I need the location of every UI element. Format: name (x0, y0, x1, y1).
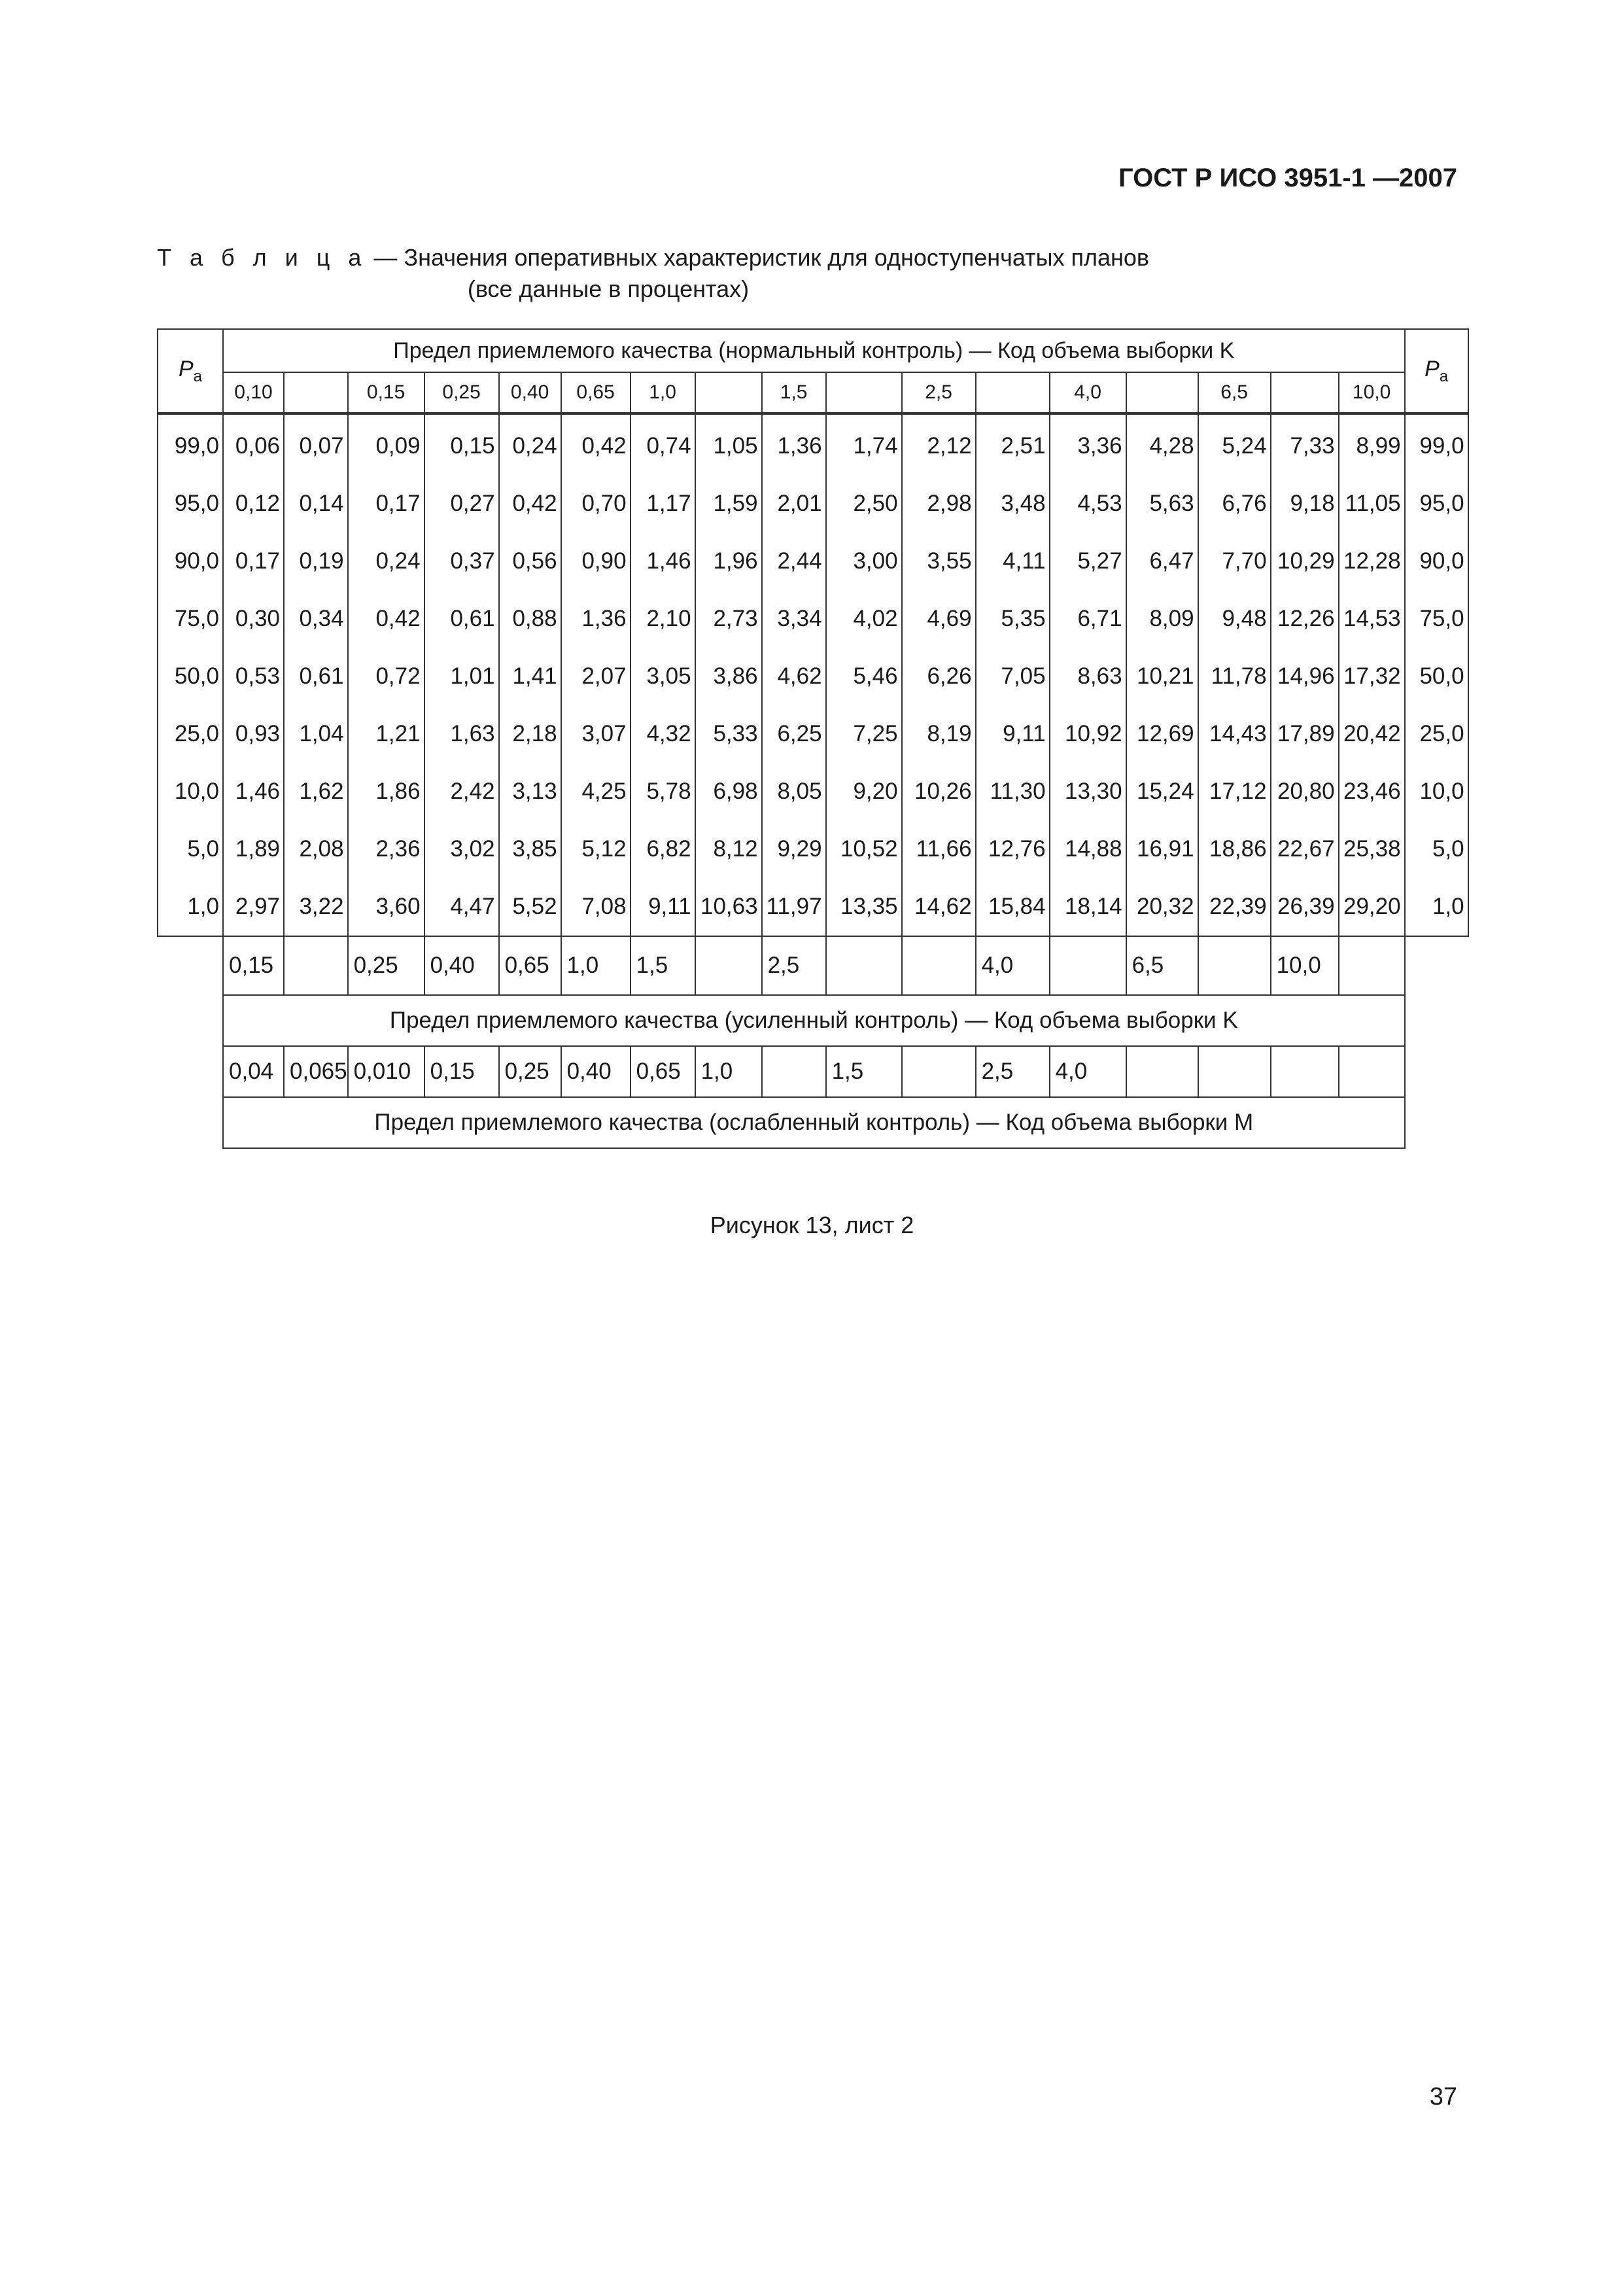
reduced-aql-cell: 0,15 (424, 1046, 499, 1097)
normal-aql-cell: 1,0 (631, 372, 695, 413)
table-cell: 4,28 (1126, 413, 1198, 475)
pa-value-right: 25,0 (1405, 705, 1468, 763)
table-cell: 1,96 (695, 533, 762, 590)
table-caption (157, 242, 1150, 305)
table-cell: 6,26 (902, 648, 976, 705)
normal-aql-cell: 1,5 (762, 372, 826, 413)
table-cell: 2,50 (826, 475, 902, 533)
table-cell: 0,24 (499, 413, 561, 475)
table-cell: 9,11 (976, 705, 1050, 763)
table-cell: 3,36 (1050, 413, 1126, 475)
table-cell: 0,90 (561, 533, 631, 590)
tightened-aql-cell (695, 936, 762, 995)
pa-subscript: a (193, 367, 203, 385)
table-cell: 23,46 (1339, 763, 1405, 820)
table-cell: 0,93 (223, 705, 284, 763)
table-cell: 2,97 (223, 878, 284, 936)
table-cell: 10,29 (1271, 533, 1339, 590)
table-cell: 16,91 (1126, 820, 1198, 878)
pa-label: P (178, 356, 194, 381)
tightened-aql-cell (826, 936, 902, 995)
table-cell: 20,80 (1271, 763, 1339, 820)
table-cell: 18,14 (1050, 878, 1126, 936)
table-cell: 5,24 (1198, 413, 1271, 475)
blank-cell (158, 995, 223, 1046)
reduced-aql-cell: 4,0 (1050, 1046, 1126, 1097)
table-cell: 0,61 (284, 648, 348, 705)
pa-value-left: 1,0 (158, 878, 223, 936)
table-cell: 26,39 (1271, 878, 1339, 936)
table-cell: 5,12 (561, 820, 631, 878)
reduced-aql-cell (1339, 1046, 1405, 1097)
table-cell: 0,17 (348, 475, 424, 533)
table-cell: 0,34 (284, 590, 348, 648)
table-cell: 17,32 (1339, 648, 1405, 705)
table-row (158, 475, 1468, 533)
tightened-aql-cell: 0,65 (499, 936, 561, 995)
table-cell: 4,53 (1050, 475, 1126, 533)
table-cell: 13,30 (1050, 763, 1126, 820)
table-cell: 11,05 (1339, 475, 1405, 533)
table-cell: 0,56 (499, 533, 561, 590)
reduced-aql-cell: 2,5 (976, 1046, 1050, 1097)
normal-aql-cell (1126, 372, 1198, 413)
pa-header-left (158, 329, 223, 413)
table-cell: 8,99 (1339, 413, 1405, 475)
table-cell: 5,33 (695, 705, 762, 763)
table-cell: 5,35 (976, 590, 1050, 648)
blank-cell (158, 1046, 223, 1097)
normal-aql-cell: 6,5 (1198, 372, 1271, 413)
normal-aql-cell: 0,65 (561, 372, 631, 413)
table-cell: 3,85 (499, 820, 561, 878)
normal-aql-cell (695, 372, 762, 413)
reduced-aql-cell: 0,065 (284, 1046, 348, 1097)
tightened-aql-cell: 10,0 (1271, 936, 1339, 995)
reduced-aql-cell: 1,0 (695, 1046, 762, 1097)
tightened-aql-cell: 0,25 (348, 936, 424, 995)
table-cell: 7,70 (1198, 533, 1271, 590)
table-cell: 10,92 (1050, 705, 1126, 763)
table-cell: 6,71 (1050, 590, 1126, 648)
table-cell: 2,44 (762, 533, 826, 590)
table-cell: 3,07 (561, 705, 631, 763)
table-cell: 7,05 (976, 648, 1050, 705)
table-cell: 4,62 (762, 648, 826, 705)
table-cell: 3,13 (499, 763, 561, 820)
table-cell: 8,05 (762, 763, 826, 820)
table-cell: 4,11 (976, 533, 1050, 590)
table-cell: 0,53 (223, 648, 284, 705)
table-cell: 6,47 (1126, 533, 1198, 590)
table-cell: 0,74 (631, 413, 695, 475)
table-cell: 17,12 (1198, 763, 1271, 820)
table-cell: 2,08 (284, 820, 348, 878)
table-cell: 0,37 (424, 533, 499, 590)
blank-cell (1405, 936, 1468, 995)
table-cell: 20,32 (1126, 878, 1198, 936)
table-cell: 0,09 (348, 413, 424, 475)
table-cell: 5,78 (631, 763, 695, 820)
pa-header-right (1405, 329, 1468, 413)
blank-cell (158, 936, 223, 995)
table-cell: 9,20 (826, 763, 902, 820)
pa-value-left: 99,0 (158, 413, 223, 475)
table-cell: 3,02 (424, 820, 499, 878)
pa-value-left: 90,0 (158, 533, 223, 590)
table-cell: 0,42 (561, 413, 631, 475)
table-cell: 12,69 (1126, 705, 1198, 763)
tightened-aql-cell: 1,5 (631, 936, 695, 995)
caption-line-2: (все данные в процентах) (467, 275, 750, 302)
pa-value-right: 99,0 (1405, 413, 1468, 475)
table-row (158, 590, 1468, 648)
reduced-aql-cell: 0,25 (499, 1046, 561, 1097)
table-cell: 4,47 (424, 878, 499, 936)
table-cell: 0,88 (499, 590, 561, 648)
table-cell: 10,21 (1126, 648, 1198, 705)
pa-subscript: a (1439, 367, 1449, 385)
table-row (158, 763, 1468, 820)
table-cell: 4,32 (631, 705, 695, 763)
table-cell: 4,69 (902, 590, 976, 648)
table-cell: 10,63 (695, 878, 762, 936)
table-cell: 3,34 (762, 590, 826, 648)
pa-value-right: 50,0 (1405, 648, 1468, 705)
reduced-aql-cell: 0,010 (348, 1046, 424, 1097)
tightened-aql-cell: 1,0 (561, 936, 631, 995)
table-cell: 1,46 (631, 533, 695, 590)
reduced-inspection-title: Предел приемлемого качества (ослабленный контроль) — Код объема выборки M (223, 1097, 1405, 1148)
table-row (158, 533, 1468, 590)
table-row (158, 878, 1468, 936)
table-cell: 2,10 (631, 590, 695, 648)
table-cell: 9,18 (1271, 475, 1339, 533)
table-cell: 3,05 (631, 648, 695, 705)
table-cell: 18,86 (1198, 820, 1271, 878)
table-cell: 2,18 (499, 705, 561, 763)
tightened-aql-cell (1339, 936, 1405, 995)
document-code: ГОСТ Р ИСО 3951-1 —2007 (1118, 164, 1457, 192)
pa-value-left: 95,0 (158, 475, 223, 533)
table-cell: 14,88 (1050, 820, 1126, 878)
table-cell: 25,38 (1339, 820, 1405, 878)
table-cell: 11,78 (1198, 648, 1271, 705)
pa-value-left: 50,0 (158, 648, 223, 705)
table-cell: 7,08 (561, 878, 631, 936)
reduced-aql-cell: 0,40 (561, 1046, 631, 1097)
table-row (158, 648, 1468, 705)
table-row (158, 705, 1468, 763)
blank-cell (1405, 1046, 1468, 1097)
table-cell: 2,98 (902, 475, 976, 533)
table-cell: 0,42 (348, 590, 424, 648)
caption-line-1: — Значения оперативных характеристик для одноступенчатых планов (367, 244, 1150, 271)
blank-cell (158, 1097, 223, 1148)
table-cell: 1,01 (424, 648, 499, 705)
table-cell: 1,86 (348, 763, 424, 820)
tightened-aql-cell (1050, 936, 1126, 995)
table-cell: 29,20 (1339, 878, 1405, 936)
table-cell: 8,19 (902, 705, 976, 763)
table-cell: 0,27 (424, 475, 499, 533)
tightened-inspection-title: Предел приемлемого качества (усиленный контроль) — Код объема выборки K (223, 995, 1405, 1046)
table-cell: 3,55 (902, 533, 976, 590)
table-cell: 14,53 (1339, 590, 1405, 648)
table-cell: 1,05 (695, 413, 762, 475)
table-cell: 2,36 (348, 820, 424, 878)
table-cell: 0,06 (223, 413, 284, 475)
tightened-aql-cell (284, 936, 348, 995)
normal-aql-cell: 0,25 (424, 372, 499, 413)
normal-aql-cell: 0,10 (223, 372, 284, 413)
table-cell: 2,01 (762, 475, 826, 533)
tightened-aql-cell: 2,5 (762, 936, 826, 995)
reduced-aql-cell: 0,65 (631, 1046, 695, 1097)
table-cell: 5,27 (1050, 533, 1126, 590)
tightened-aql-cell (902, 936, 976, 995)
table-cell: 10,26 (902, 763, 976, 820)
table-cell: 3,86 (695, 648, 762, 705)
table-cell: 1,36 (561, 590, 631, 648)
table-row (158, 820, 1468, 878)
table-cell: 12,76 (976, 820, 1050, 878)
table-cell: 11,66 (902, 820, 976, 878)
table-cell: 1,04 (284, 705, 348, 763)
table-cell: 2,73 (695, 590, 762, 648)
pa-value-right: 90,0 (1405, 533, 1468, 590)
normal-aql-cell: 2,5 (902, 372, 976, 413)
table-cell: 1,63 (424, 705, 499, 763)
oc-values-table (157, 328, 1469, 1149)
table-cell: 14,96 (1271, 648, 1339, 705)
table-cell: 3,22 (284, 878, 348, 936)
pa-value-right: 10,0 (1405, 763, 1468, 820)
table-cell: 12,28 (1339, 533, 1405, 590)
tightened-aql-cell: 0,40 (424, 936, 499, 995)
table-cell: 0,19 (284, 533, 348, 590)
tightened-aql-cell: 6,5 (1126, 936, 1198, 995)
table-cell: 0,61 (424, 590, 499, 648)
table-cell: 5,46 (826, 648, 902, 705)
normal-aql-cell: 10,0 (1339, 372, 1405, 413)
pa-value-left: 5,0 (158, 820, 223, 878)
reduced-aql-cell (1126, 1046, 1198, 1097)
table-cell: 2,51 (976, 413, 1050, 475)
table-cell: 22,67 (1271, 820, 1339, 878)
table-cell: 1,17 (631, 475, 695, 533)
table-cell: 1,62 (284, 763, 348, 820)
table-cell: 5,52 (499, 878, 561, 936)
normal-aql-cell: 0,15 (348, 372, 424, 413)
table-cell: 15,84 (976, 878, 1050, 936)
page-number: 37 (1429, 2083, 1457, 2111)
table-cell: 8,63 (1050, 648, 1126, 705)
table-cell: 9,48 (1198, 590, 1271, 648)
pa-value-right: 95,0 (1405, 475, 1468, 533)
table-cell: 12,26 (1271, 590, 1339, 648)
table-cell: 6,98 (695, 763, 762, 820)
normal-aql-cell: 0,40 (499, 372, 561, 413)
figure-caption: Рисунок 13, лист 2 (710, 1212, 914, 1238)
table-cell: 2,12 (902, 413, 976, 475)
reduced-aql-cell: 1,5 (826, 1046, 902, 1097)
pa-value-left: 25,0 (158, 705, 223, 763)
table-cell: 2,42 (424, 763, 499, 820)
blank-cell (1405, 995, 1468, 1046)
pa-value-right: 5,0 (1405, 820, 1468, 878)
table-cell: 0,17 (223, 533, 284, 590)
table-cell: 3,48 (976, 475, 1050, 533)
table-cell: 6,25 (762, 705, 826, 763)
normal-aql-cell (976, 372, 1050, 413)
pa-label: P (1425, 356, 1440, 381)
reduced-aql-cell (1271, 1046, 1339, 1097)
table-cell: 1,46 (223, 763, 284, 820)
table-cell: 20,42 (1339, 705, 1405, 763)
table-cell: 1,89 (223, 820, 284, 878)
tightened-aql-cell: 0,15 (223, 936, 284, 995)
reduced-aql-cell: 0,04 (223, 1046, 284, 1097)
table-cell: 3,00 (826, 533, 902, 590)
table-cell: 0,72 (348, 648, 424, 705)
table-cell: 3,60 (348, 878, 424, 936)
table-cell: 1,41 (499, 648, 561, 705)
table-cell: 5,63 (1126, 475, 1198, 533)
table-cell: 8,12 (695, 820, 762, 878)
table-cell: 6,82 (631, 820, 695, 878)
normal-aql-cell (284, 372, 348, 413)
table-cell: 22,39 (1198, 878, 1271, 936)
normal-aql-cell (826, 372, 902, 413)
table-cell: 1,21 (348, 705, 424, 763)
table-cell: 0,24 (348, 533, 424, 590)
table-cell: 9,29 (762, 820, 826, 878)
table-cell: 14,62 (902, 878, 976, 936)
pa-value-right: 1,0 (1405, 878, 1468, 936)
pa-value-left: 75,0 (158, 590, 223, 648)
table-cell: 13,35 (826, 878, 902, 936)
table-cell: 7,25 (826, 705, 902, 763)
caption-prefix: Т а б л и ц а (157, 244, 368, 271)
table-cell: 9,11 (631, 878, 695, 936)
reduced-aql-cell (1198, 1046, 1271, 1097)
blank-cell (1405, 1097, 1468, 1148)
pa-value-right: 75,0 (1405, 590, 1468, 648)
table-cell: 14,43 (1198, 705, 1271, 763)
table-cell: 7,33 (1271, 413, 1339, 475)
table-cell: 17,89 (1271, 705, 1339, 763)
table-cell: 0,07 (284, 413, 348, 475)
table-cell: 1,36 (762, 413, 826, 475)
normal-aql-cell: 4,0 (1050, 372, 1126, 413)
table-cell: 2,07 (561, 648, 631, 705)
tightened-aql-cell: 4,0 (976, 936, 1050, 995)
table-cell: 15,24 (1126, 763, 1198, 820)
table-cell: 6,76 (1198, 475, 1271, 533)
tightened-aql-cell (1198, 936, 1271, 995)
reduced-aql-cell (762, 1046, 826, 1097)
normal-aql-cell (1271, 372, 1339, 413)
normal-inspection-title: Предел приемлемого качества (нормальный контроль) — Код объема выборки K (223, 329, 1405, 372)
pa-value-left: 10,0 (158, 763, 223, 820)
table-cell: 8,09 (1126, 590, 1198, 648)
reduced-aql-cell (902, 1046, 976, 1097)
table-cell: 11,97 (762, 878, 826, 936)
table-cell: 0,70 (561, 475, 631, 533)
table-cell: 4,02 (826, 590, 902, 648)
table-cell: 0,42 (499, 475, 561, 533)
table-cell: 0,14 (284, 475, 348, 533)
table-cell: 1,59 (695, 475, 762, 533)
table-cell: 4,25 (561, 763, 631, 820)
table-cell: 10,52 (826, 820, 902, 878)
table-cell: 0,30 (223, 590, 284, 648)
table-cell: 11,30 (976, 763, 1050, 820)
table-cell: 1,74 (826, 413, 902, 475)
table-cell: 0,15 (424, 413, 499, 475)
table-cell: 0,12 (223, 475, 284, 533)
table-row (158, 413, 1468, 475)
